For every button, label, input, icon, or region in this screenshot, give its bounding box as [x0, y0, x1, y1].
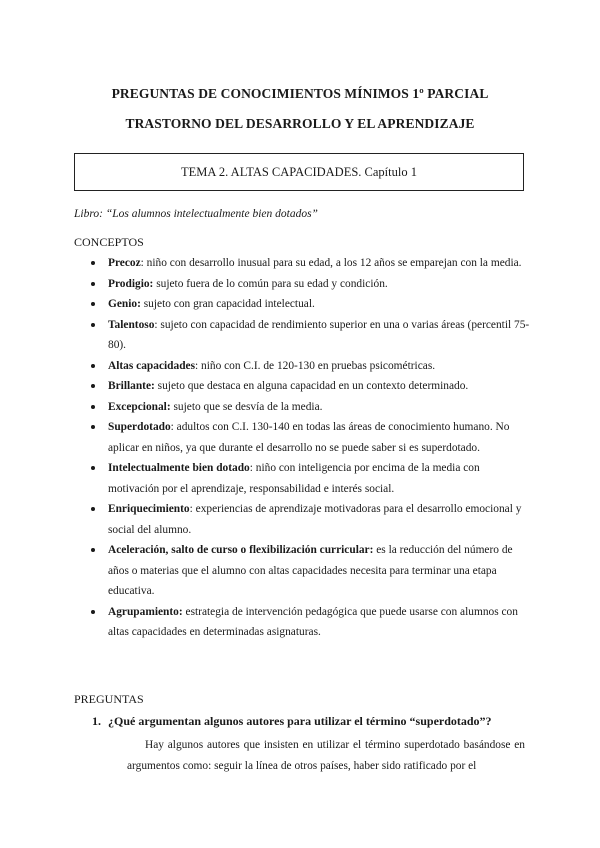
questions-heading: PREGUNTAS [74, 692, 144, 706]
concept-item [90, 253, 530, 274]
concept-item [90, 356, 530, 377]
concept-term: Brillante: [108, 380, 155, 392]
question-number: 1. [92, 714, 101, 728]
book-reference: Libro: “Los alumnos intelectualmente bien dotados” [74, 208, 318, 220]
concept-desc: : experiencias de aprendizaje motivadoras para el desarrollo emocional y social del alumno. [108, 503, 522, 536]
tema-label: TEMA 2. ALTAS CAPACIDADES. Capítulo 1 [181, 164, 417, 179]
concept-term: Prodigio: [108, 277, 154, 290]
concept-item [90, 274, 530, 295]
concept-term: Excepcional: [108, 400, 171, 413]
concept-desc: : sujeto con capacidad de rendimiento superior en una o varias áreas (percentil 75-80). [108, 318, 530, 351]
document-title-line1: PREGUNTAS DE CONOCIMIENTOS MÍNIMOS 1º PARCIAL [111, 86, 489, 101]
concept-item [90, 397, 530, 418]
question-text: ¿Qué argumentan algunos autores para utilizar el término “superdotado”? [108, 714, 492, 728]
concept-term: Talentoso [108, 318, 155, 331]
tema-box [74, 153, 524, 191]
concept-term: Superdotado [108, 421, 171, 433]
concept-desc: estrategia de intervención pedagógica que puede usarse con alumnos con altas capacidades en determinadas asignaturas. [108, 605, 518, 638]
concept-term: Precoz [108, 257, 141, 269]
concept-item [90, 417, 530, 458]
concept-term: Enriquecimiento [108, 503, 190, 515]
concept-desc: sujeto que destaca en alguna capacidad en un contexto determinado. [154, 380, 469, 392]
concept-item [90, 540, 530, 602]
concepts-heading: CONCEPTOS [74, 235, 144, 249]
concept-desc: : niño con inteligencia por encima de la media con motivación por el aprendizaje, responsabilidad e interés social. [108, 462, 480, 495]
concept-term: Intelectualmente bien dotado [108, 462, 250, 474]
concept-term: Genio: [108, 298, 141, 310]
concept-desc: : niño con C.I. de 120-130 en pruebas psicométricas. [195, 359, 436, 372]
concept-desc: sujeto con gran capacidad intelectual. [140, 298, 315, 310]
concept-item [90, 499, 530, 540]
document-title-line2: TRASTORNO DEL DESARROLLO Y EL APRENDIZAJE [125, 116, 475, 131]
concept-item [90, 294, 530, 315]
concept-term: Altas capacidades [108, 359, 196, 372]
concept-item [90, 602, 530, 643]
concept-desc: sujeto que se desvía de la media. [170, 400, 323, 413]
concept-desc: : adultos con C.I. 130-140 en todas las áreas de conocimiento humano. No aplicar en niños, ya que durante el desarrollo no se puede saber si es superdotado. [108, 421, 510, 454]
question-item [92, 714, 492, 729]
concept-term: Agrupamiento: [108, 605, 183, 618]
concept-item [90, 315, 530, 356]
concepts-list [90, 253, 530, 643]
answer-text: Hay algunos autores que insisten en utilizar el término superdotado basándose en argumentos como: seguir la línea de otros países, haber sido ratificado por el [127, 739, 525, 772]
concept-term: Aceleración, salto de curso o flexibilización curricular: [108, 544, 374, 556]
concept-desc: es la reducción del número de años o materias que el alumno con altas capacidades necesita para terminar una etapa educativa. [108, 544, 513, 597]
concept-desc: sujeto fuera de lo común para su edad y condición. [153, 277, 388, 290]
concept-item [90, 376, 530, 397]
concept-item [90, 458, 530, 499]
concept-desc: : niño con desarrollo inusual para su edad, a los 12 años se emparejan con la media. [140, 257, 522, 269]
